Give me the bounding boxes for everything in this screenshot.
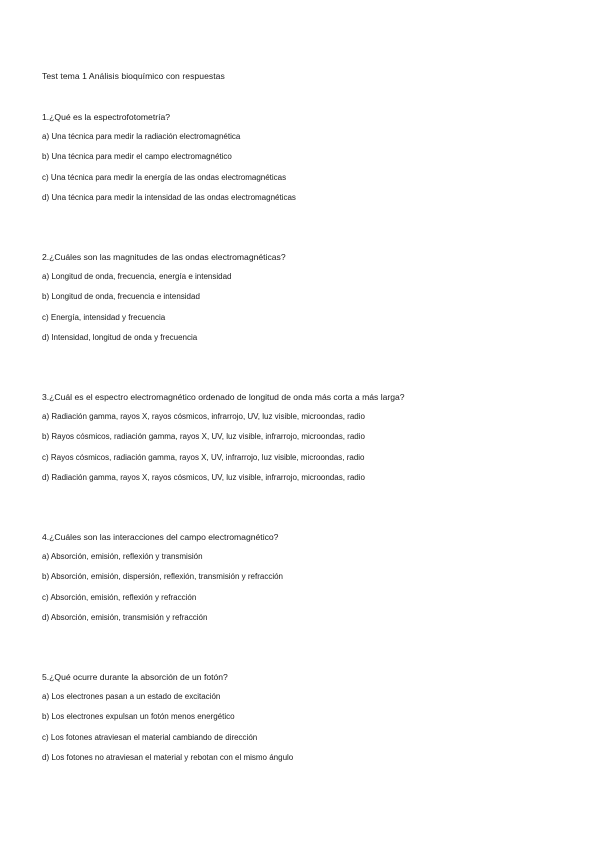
question-block	[42, 671, 562, 764]
question-text: 2.¿Cuáles son las magnitudes de las ondas electromagnéticas?	[42, 252, 286, 262]
question-text: 4.¿Cuáles son las interacciones del campo electromagnético?	[42, 532, 279, 542]
question-block	[42, 111, 562, 204]
answer-option: a) Radiación gamma, rayos X, rayos cósmicos, infrarrojo, UV, luz visible, microondas, radio	[42, 412, 365, 422]
answer-option: c) Una técnica para medir la energía de las ondas electromagnéticas	[42, 172, 287, 182]
answer-option: d) Radiación gamma, rayos X, rayos cósmicos, UV, luz visible, infrarrojo, microondas, radio	[42, 472, 365, 482]
answer-option: a) Longitud de onda, frecuencia, energía e intensidad	[42, 272, 232, 282]
question-block	[42, 531, 562, 624]
question-text: 3.¿Cuál es el espectro electromagnético ordenado de longitud de onda más corta a más larga?	[42, 392, 405, 402]
document-title: Test tema 1 Análisis bioquímico con respuestas	[42, 71, 225, 81]
answer-option: d) Intensidad, longitud de onda y frecuencia	[42, 332, 198, 342]
answer-option: a) Absorción, emisión, reflexión y transmisión	[42, 552, 203, 562]
answer-option: b) Longitud de onda, frecuencia e intensidad	[42, 292, 200, 302]
answer-option: b) Absorción, emisión, dispersión, reflexión, transmisión y refracción	[42, 572, 283, 582]
answer-option: c) Energía, intensidad y frecuencia	[42, 312, 166, 322]
answer-option: c) Rayos cósmicos, radiación gamma, rayos X, UV, infrarrojo, luz visible, microondas, radio	[42, 452, 365, 462]
question-text: 5.¿Qué ocurre durante la absorción de un fotón?	[42, 672, 228, 682]
question-text: 1.¿Qué es la espectrofotometría?	[42, 112, 171, 122]
answer-option: c) Absorción, emisión, reflexión y refracción	[42, 592, 197, 602]
answer-option: d) Una técnica para medir la intensidad de las ondas electromagnéticas	[42, 192, 296, 202]
answer-option: d) Absorción, emisión, transmisión y refracción	[42, 612, 208, 622]
answer-option: a) Una técnica para medir la radiación electromagnética	[42, 132, 241, 142]
question-block	[42, 251, 562, 344]
answer-option: d) Los fotones no atraviesan el material y rebotan con el mismo ángulo	[42, 752, 294, 762]
answer-option: a) Los electrones pasan a un estado de excitación	[42, 692, 221, 702]
answer-option: b) Rayos cósmicos, radiación gamma, rayos X, UV, luz visible, infrarrojo, microondas, radio	[42, 432, 365, 442]
question-block	[42, 391, 562, 484]
answer-option: b) Los electrones expulsan un fotón menos energético	[42, 712, 235, 722]
answer-option: b) Una técnica para medir el campo electromagnético	[42, 152, 232, 162]
answer-option: c) Los fotones atraviesan el material cambiando de dirección	[42, 732, 258, 742]
